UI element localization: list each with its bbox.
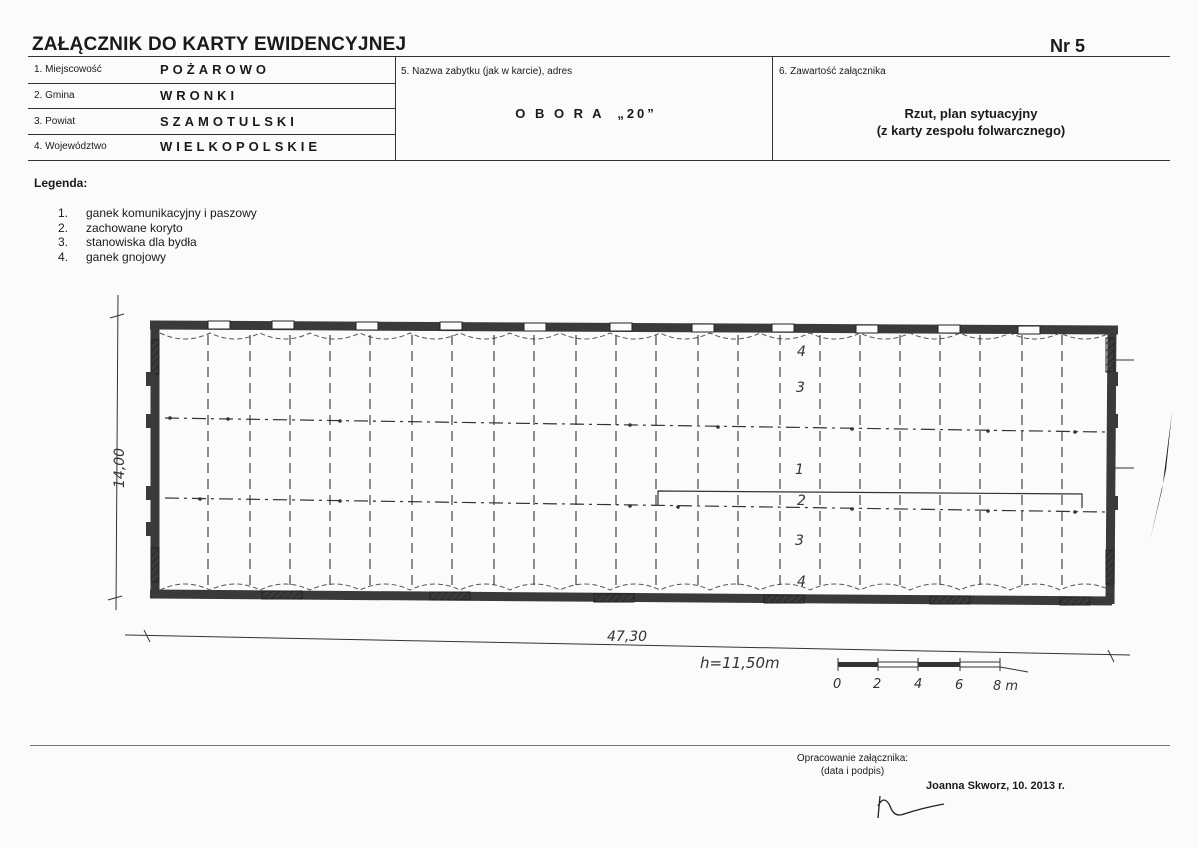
legend-title: Legenda: bbox=[34, 176, 88, 190]
legend-item-number: 1. bbox=[58, 206, 69, 220]
window bbox=[524, 323, 546, 331]
window bbox=[610, 323, 632, 331]
door bbox=[1060, 597, 1090, 605]
doors-ends bbox=[151, 338, 1114, 584]
scale-bar-segment bbox=[878, 662, 918, 667]
axis-dot bbox=[628, 504, 632, 508]
prepared-by-label: Opracowanie załącznika: bbox=[796, 753, 909, 764]
attachment-number: Nr 5 bbox=[1050, 36, 1086, 56]
scale-end-line bbox=[1000, 667, 1028, 672]
scale-bar-segment bbox=[838, 662, 878, 667]
plan-label: 4 bbox=[797, 344, 806, 360]
axis-dot bbox=[338, 419, 342, 423]
door bbox=[430, 592, 470, 600]
plan-label: 3 bbox=[795, 533, 804, 549]
scale-bar bbox=[833, 658, 1028, 694]
vault-arcs bbox=[160, 333, 1110, 590]
scale-label: 8 m bbox=[993, 679, 1019, 694]
legend-item-number: 2. bbox=[58, 220, 69, 235]
corridor-axes bbox=[165, 418, 1105, 512]
field-label-gmina: 2. Gmina bbox=[34, 90, 75, 101]
pilasters bbox=[146, 372, 1118, 536]
axis-upper bbox=[165, 418, 1105, 432]
axis-dot bbox=[168, 416, 172, 420]
pilaster bbox=[1110, 414, 1118, 428]
plan-label: 4 bbox=[797, 574, 806, 590]
field-value-nazwa: O B O R A „20” bbox=[515, 106, 657, 121]
window bbox=[938, 325, 960, 333]
field-value-zawartosc-line2: (z karty zespołu folwarcznego) bbox=[876, 123, 1066, 138]
door bbox=[1106, 550, 1114, 584]
dimension-width bbox=[108, 295, 128, 610]
height-note: h=11,50m bbox=[700, 654, 780, 672]
axis-dot bbox=[338, 499, 342, 503]
door bbox=[151, 548, 159, 582]
trough-outline bbox=[658, 491, 1082, 508]
scale-label: 4 bbox=[914, 677, 923, 692]
door bbox=[262, 591, 302, 599]
vault-arc-row-top bbox=[160, 333, 1110, 339]
axis-dot bbox=[1073, 510, 1077, 514]
field-label-powiat: 3. Powiat bbox=[34, 116, 76, 127]
scale-label: 0 bbox=[833, 677, 842, 692]
vault-arc-row-bottom bbox=[160, 584, 1110, 590]
axis-dot bbox=[198, 497, 202, 501]
plan-label: 2 bbox=[797, 493, 806, 509]
axis-lower bbox=[165, 498, 1105, 512]
window bbox=[356, 322, 378, 330]
pilaster bbox=[146, 522, 154, 536]
dimension-tick bbox=[144, 630, 150, 642]
scale-label: 6 bbox=[955, 678, 964, 693]
field-label-nazwa: 5. Nazwa zabytku (jak w karcie), adres bbox=[401, 66, 573, 77]
field-value-zawartosc-line1: Rzut, plan sytuacyjny bbox=[904, 106, 1038, 121]
door bbox=[151, 340, 159, 374]
door bbox=[930, 596, 970, 604]
north-arrow-icon bbox=[1150, 412, 1172, 540]
door bbox=[1106, 338, 1114, 372]
door bbox=[594, 594, 634, 602]
prepared-by-sublabel: (data i podpis) bbox=[820, 766, 885, 777]
window bbox=[440, 322, 462, 330]
page-title: ZAŁĄCZNIK DO KARTY EWIDENCYJNEJ bbox=[32, 34, 407, 55]
plan-label: 1 bbox=[795, 462, 804, 478]
scale-bar-segment bbox=[960, 662, 1000, 667]
pilaster bbox=[146, 486, 154, 500]
plan-labels bbox=[795, 344, 806, 590]
pilaster bbox=[1110, 372, 1118, 386]
scale-label: 2 bbox=[873, 677, 882, 692]
pilaster bbox=[1110, 496, 1118, 510]
legend-item-text: ganek gnojowy bbox=[86, 249, 167, 264]
window bbox=[856, 325, 878, 333]
window bbox=[692, 324, 714, 332]
window bbox=[772, 324, 794, 332]
axis-dot bbox=[628, 423, 632, 427]
pilaster bbox=[146, 414, 154, 428]
axis-dot bbox=[676, 505, 680, 509]
column-grid bbox=[208, 335, 1062, 590]
dimension-tick bbox=[108, 596, 122, 600]
axis-dot bbox=[716, 425, 720, 429]
axis-dot bbox=[986, 429, 990, 433]
building-walls bbox=[150, 322, 1118, 604]
window bbox=[1018, 326, 1040, 334]
dimension-width-label: 14,00 bbox=[112, 447, 128, 488]
dimension-tick bbox=[1108, 650, 1114, 662]
author-and-date: Joanna Skworz, 10. 2013 r. bbox=[926, 780, 1065, 792]
legend-item-number: 3. bbox=[58, 235, 69, 249]
field-value-powiat: SZAMOTULSKI bbox=[160, 114, 298, 129]
field-label-miejscowosc: 1. Miejscowość bbox=[34, 64, 102, 75]
axis-dot bbox=[1073, 430, 1077, 434]
door bbox=[764, 595, 804, 603]
window bbox=[208, 321, 230, 329]
legend-item-text: ganek komunikacyjny i paszowy bbox=[86, 206, 257, 220]
pilaster bbox=[146, 372, 154, 386]
field-label-zawartosc: 6. Zawartość załącznika bbox=[779, 66, 886, 77]
axis-dot bbox=[986, 509, 990, 513]
signature-icon bbox=[878, 796, 944, 818]
field-label-wojewodztwo: 4. Województwo bbox=[34, 141, 107, 152]
plan-label: 3 bbox=[796, 380, 805, 396]
axis-dot bbox=[850, 507, 854, 511]
dimension-length-label: 47,30 bbox=[607, 629, 648, 645]
window bbox=[272, 321, 294, 329]
footer-rule bbox=[30, 745, 1170, 746]
axis-dot bbox=[850, 427, 854, 431]
field-value-wojewodztwo: WIELKOPOLSKIE bbox=[160, 139, 322, 154]
field-value-gmina: WRONKI bbox=[160, 88, 239, 103]
scale-bar-segment bbox=[918, 662, 960, 667]
legend-item-number: 4. bbox=[58, 249, 69, 264]
dimension-tick bbox=[110, 314, 124, 318]
scale-labels bbox=[833, 677, 1018, 694]
field-value-miejscowosc: POŻAROWO bbox=[160, 62, 270, 77]
axis-dot bbox=[226, 417, 230, 421]
dimension-length bbox=[125, 629, 1130, 662]
legend-item-text: stanowiska dla bydła bbox=[86, 235, 197, 249]
legend-item-text: zachowane koryto bbox=[86, 220, 183, 235]
wall-top bbox=[150, 325, 1118, 330]
